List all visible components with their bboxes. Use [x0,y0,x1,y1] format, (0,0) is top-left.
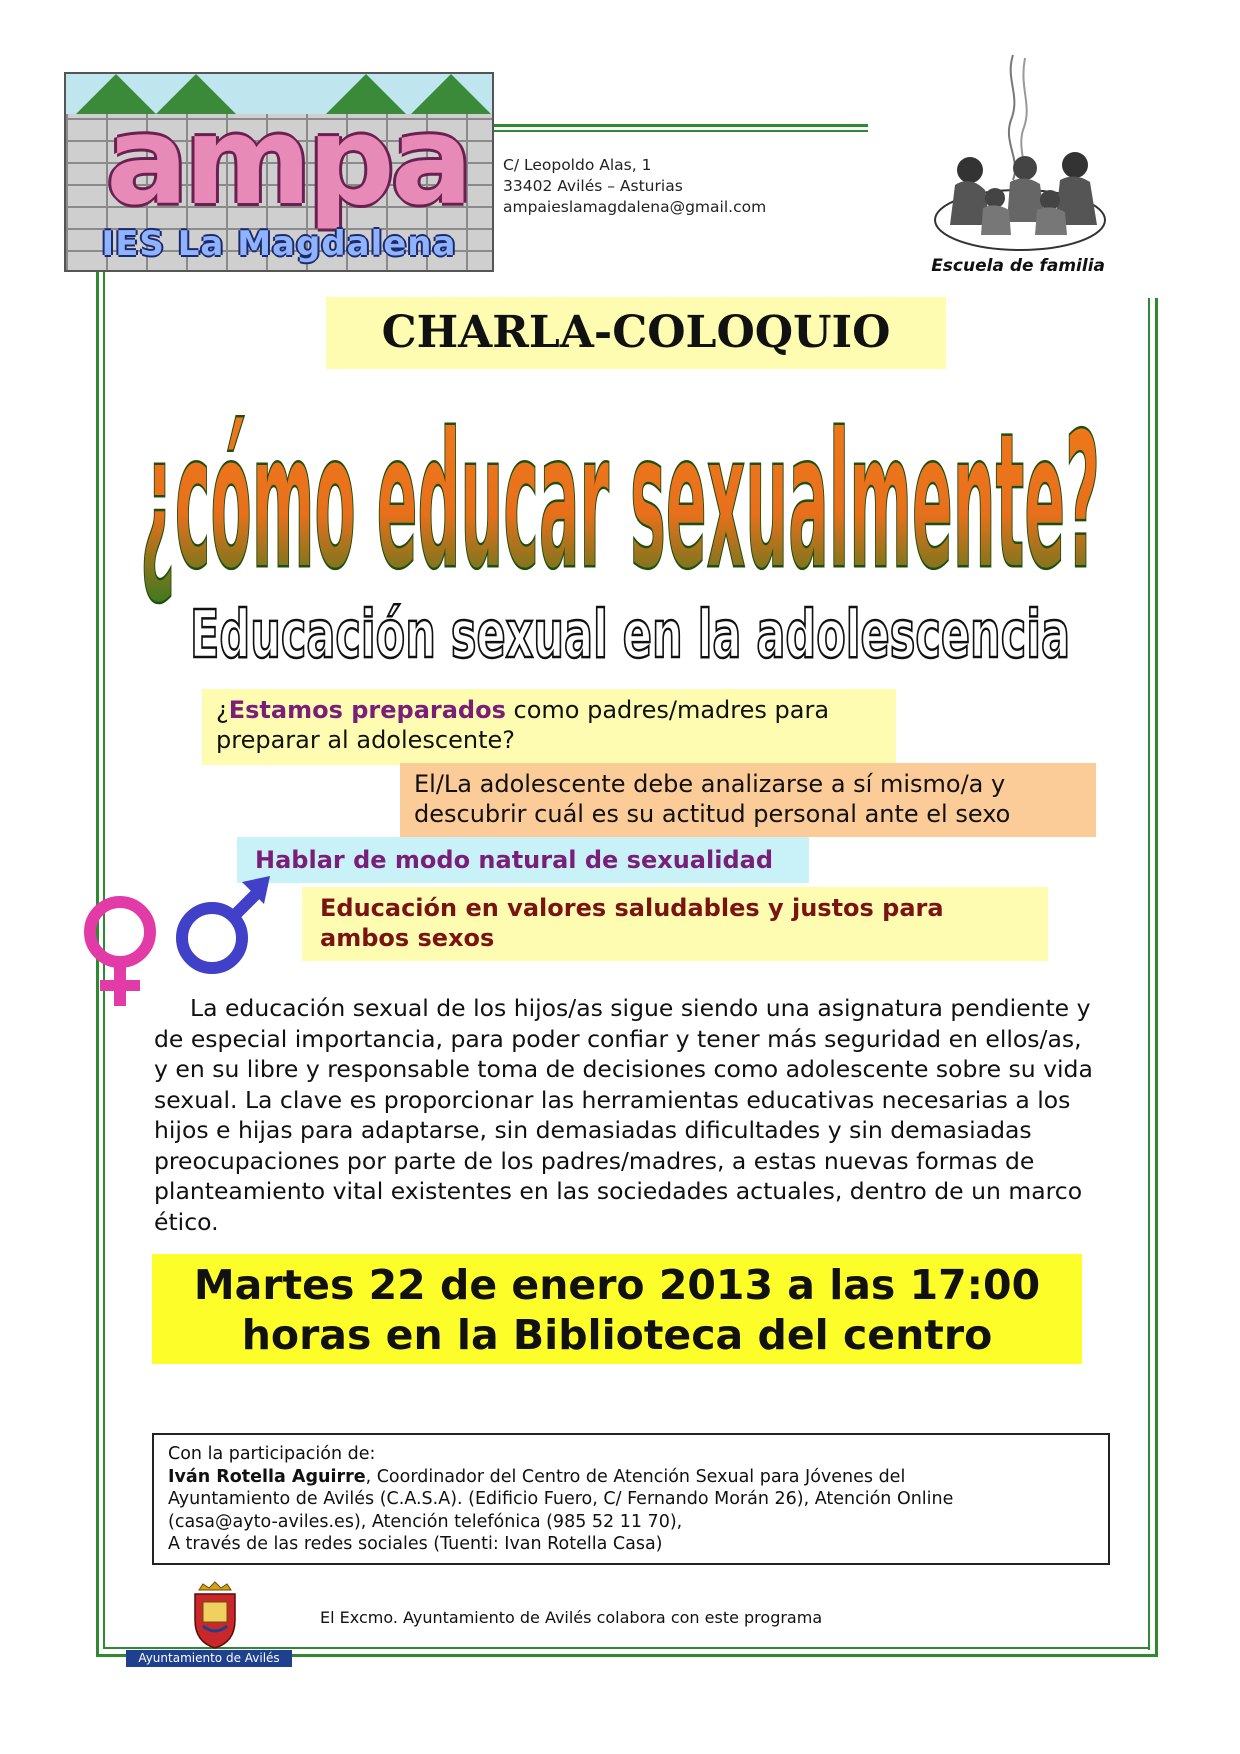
frame-right-line-inner [1148,298,1150,1650]
logo-ampa-text: ampa [106,90,470,232]
participation-line-2: Ayuntamiento de Avilés (C.A.S.A). (Edificio Fuero, C/ Fernando Morán 26), Atención Online [168,1489,954,1509]
main-title-text: ¿cómo educar sexualmente? [139,392,1100,612]
event-type-heading: CHARLA-COLOQUIO [326,297,946,369]
event-date-line-1: Martes 22 de enero 2013 a las 17:00 [193,1261,1041,1309]
question-strong: Estamos preparados [228,696,506,724]
question-open: ¿ [216,696,229,724]
participation-line-4: A través de las redes sociales (Tuenti: Ivan Rotella Casa) [168,1534,663,1554]
question-box [202,689,896,765]
analysis-box: El/La adolescente debe analizarse a sí mismo/a y descubrir cuál es su actitud personal ante el sexo [400,763,1096,837]
male-symbol-icon [182,876,270,968]
event-date-box [152,1254,1082,1364]
event-date-line-2: horas en la Biblioteca del centro [241,1311,993,1359]
logo-ies-text: IES La Magdalena [101,224,457,264]
aviles-crest-icon [185,1580,245,1650]
participation-line-3: (casa@ayto-aviles.es), Atención telefónica (985 52 11 70), [168,1511,683,1532]
subtitle-text: Educación sexual en la adolescencia [190,596,1070,673]
address-block [503,155,766,218]
values-box: Educación en valores saludables y justos para ambos sexos [302,887,1048,961]
participation-intro: Con la participación de: [168,1444,376,1464]
ayuntamiento-label: Ayuntamiento de Avilés [126,1650,292,1667]
address-line-1: C/ Leopoldo Alas, 1 [503,156,652,174]
main-title [120,385,1120,615]
participation-box [152,1433,1110,1565]
speaker-role: , Coordinador del Centro de Atención Sexual para Jóvenes del [365,1466,906,1487]
frame-right-line [1155,298,1158,1656]
natural-talk-box: Hablar de modo natural de sexualidad [237,837,809,883]
frame-top-line [490,124,868,127]
female-symbol-icon [90,902,150,1006]
frame-bottom-line-inner [103,1647,1150,1649]
ampa-logo [64,72,494,272]
participation-line-1 [168,1466,1094,1489]
collaboration-note: El Excmo. Ayuntamiento de Avilés colabora con este programa [320,1608,823,1627]
question-rest: como padres/madres para preparar al adolescente? [216,696,830,754]
address-line-2: 33402 Avilés – Asturias [503,177,683,195]
escuela-de-familia-label: Escuela de familia [931,256,1105,276]
speaker-name: Iván Rotella Aguirre [168,1466,366,1487]
frame-top-line-inner [490,130,868,132]
address-email: ampaieslamagdalena@gmail.com [503,198,767,216]
description-paragraph: La educación sexual de los hijos/as sigue siendo una asignatura pendiente y de especial importancia, para poder confiar y tener más seguridad en ellos/as, y en su libre y responsable toma de decisiones como adolescente sobre su vida sexual. La clave es proporcionar las herramientas educativas necesarias a los hijos e hijas para adaptarse, sin demasiadas dificultades y sin demasiadas preocupaciones por parte de los padres/madres, a estas nuevas formas de planteamiento vital existentes en las sociedades actuales, dentro de un marco ético. [154,994,1093,1236]
subtitle [180,585,1080,675]
family-drawing-icon [925,50,1125,260]
